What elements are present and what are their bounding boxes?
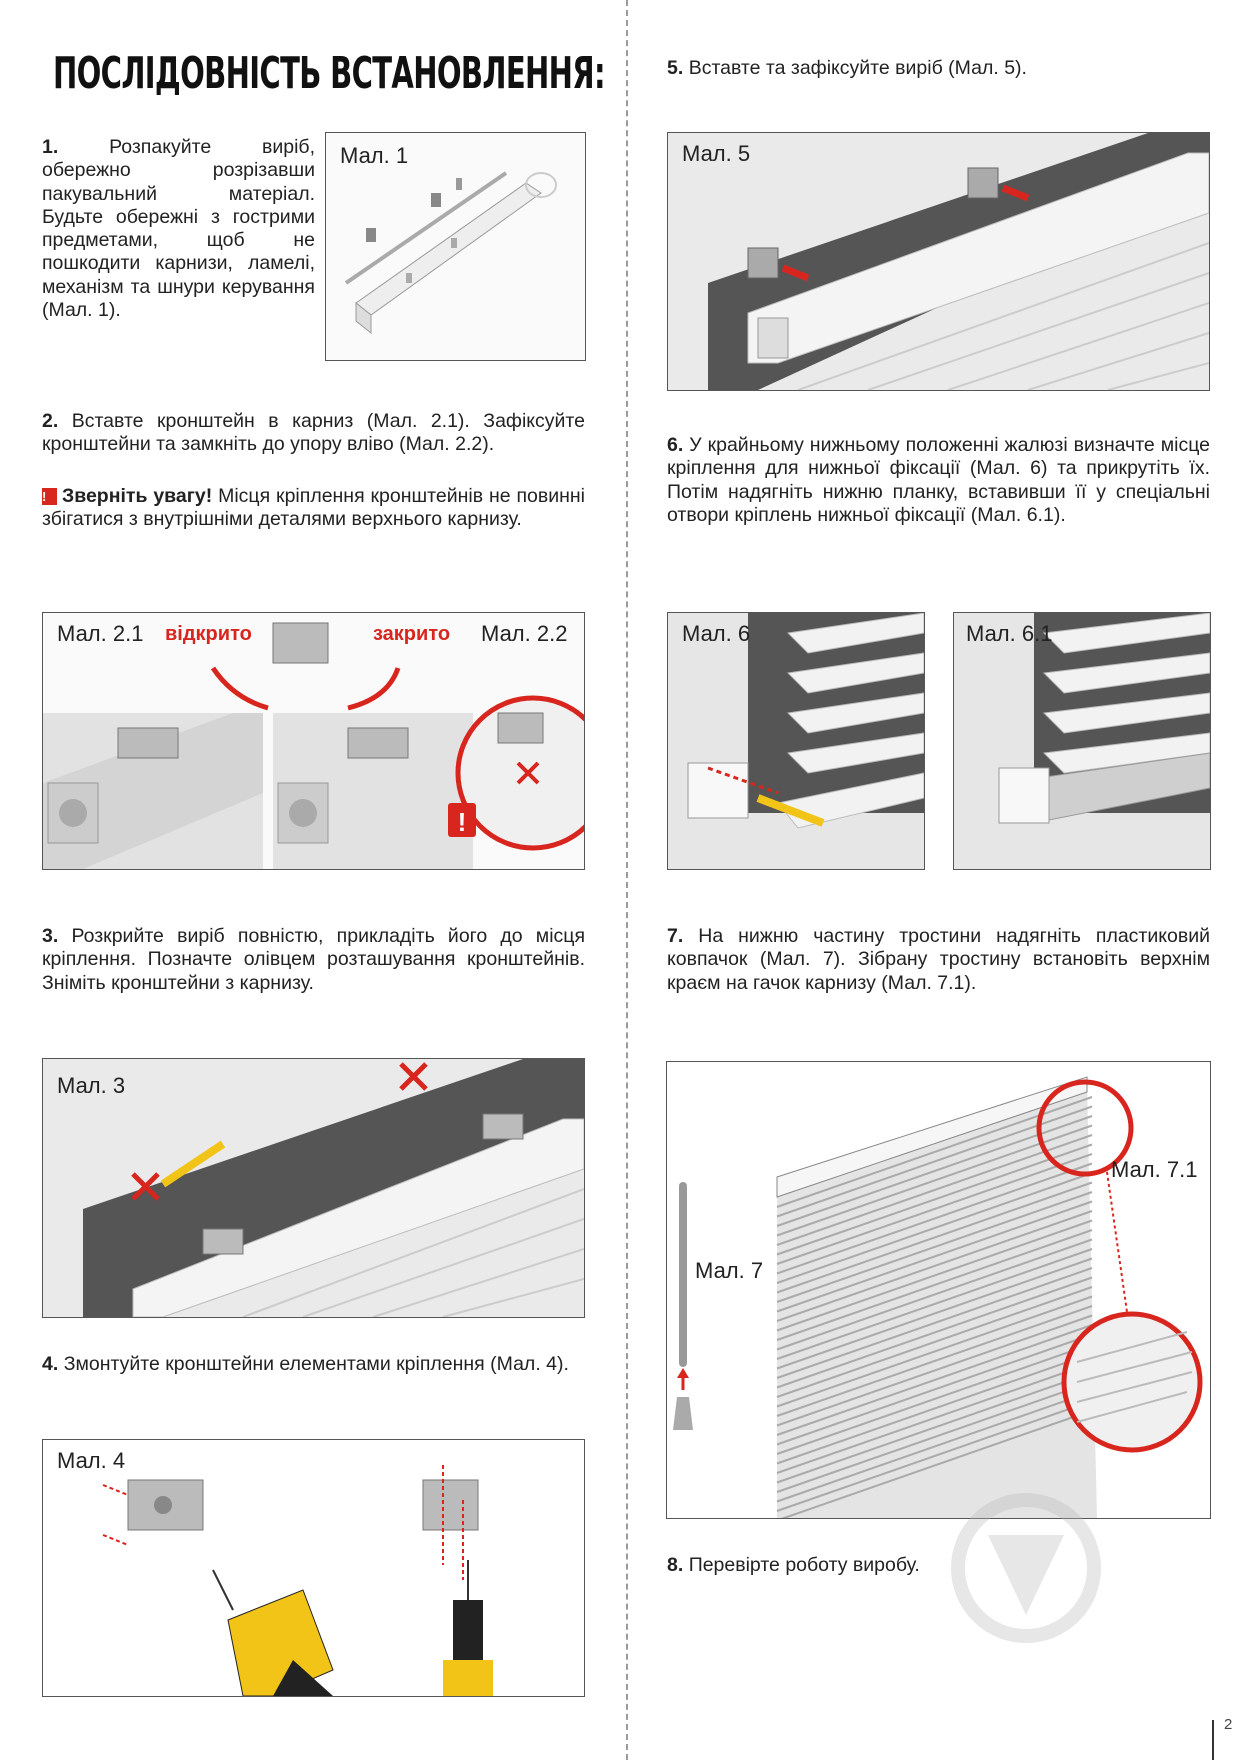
- warning-label: Зверніть увагу!: [62, 485, 213, 507]
- step-number: 2.: [42, 410, 59, 432]
- step-2: [42, 410, 585, 457]
- step-6: [667, 434, 1210, 527]
- state-open-label: відкрито: [165, 623, 252, 645]
- figure-1: [325, 132, 586, 361]
- step-text: Вставте кронштейн в карниз (Мал. 2.1). Зафіксуйте кронштейни та замкніть до упору вліво (Мал. 2.2).: [42, 410, 585, 456]
- figure-label: Мал. 6: [682, 621, 751, 646]
- wand-install-illustration: [667, 1062, 1210, 1518]
- warning-text: Місця кріплення кронштейнів не повинні збігатися з внутрішніми деталями верхнього карнизу.: [42, 485, 585, 531]
- step-text: Перевірте роботу виробу.: [688, 1554, 920, 1576]
- bottom-fix-mark-illustration: [668, 613, 924, 869]
- figure-label: Мал. 7: [695, 1258, 764, 1283]
- step-4: [42, 1353, 585, 1376]
- figure-3: [42, 1058, 585, 1318]
- figure-4: [42, 1439, 585, 1697]
- figure-7: [666, 1061, 1211, 1519]
- figure-label: Мал. 1: [340, 143, 409, 168]
- warning-icon: !: [42, 488, 57, 505]
- page-title: ПОСЛІДОВНІСТЬ ВСТАНОВЛЕННЯ:: [53, 48, 605, 99]
- step-8: [667, 1554, 1210, 1577]
- step-text: У крайньому нижньому положенні жалюзі визначте місце кріплення для нижньої фіксації (Мал. 6) та прикрутіть їх. Потім надягніть нижню планку, вставивши її у спеціальні отвори кріплень нижньої фіксації (Мал. 6.1).: [667, 434, 1211, 526]
- step-text: На нижню частину тростини надягніть пластиковий ковпачок (Мал. 7). Зібрану тростину встановіть верхнім краєм на гачок карнизу (Мал. 7.1).: [667, 925, 1210, 994]
- figure-label: Мал. 5: [682, 141, 751, 166]
- step-number: 3.: [42, 925, 59, 947]
- figure-label: Мал. 7.1: [1111, 1157, 1198, 1182]
- step-number: 8.: [667, 1554, 684, 1576]
- figure-label: Мал. 2.1: [57, 621, 144, 646]
- step-5: [667, 57, 1210, 80]
- figure-5: [667, 132, 1210, 391]
- step-number: 1.: [42, 136, 59, 158]
- figure-label: Мал. 6.1: [966, 621, 1053, 646]
- step-text: Змонтуйте кронштейни елементами кріплення (Мал. 4).: [63, 1353, 569, 1375]
- figure-label: Мал. 2.2: [481, 621, 568, 646]
- step-7: [667, 925, 1210, 995]
- figure-6: [667, 612, 925, 870]
- figure-label: Мал. 4: [57, 1448, 126, 1473]
- step-1: [42, 136, 315, 322]
- column-divider: [626, 0, 628, 1760]
- page-number-rule: [1212, 1720, 1214, 1760]
- step-number: 6.: [667, 434, 684, 456]
- step-3: [42, 925, 585, 995]
- step-number: 5.: [667, 57, 684, 79]
- svg-text:!: !: [457, 807, 467, 837]
- step-2-warning: [42, 485, 585, 532]
- page-number: 2: [1224, 1716, 1233, 1733]
- step-text: Вставте та зафіксуйте виріб (Мал. 5).: [688, 57, 1027, 79]
- drill-mount-illustration: [43, 1440, 584, 1696]
- step-text: Розкрийте виріб повністю, прикладіть його до місця кріплення. Позначте олівцем розташування кронштейнів. Зніміть кронштейни з карнизу.: [42, 925, 586, 994]
- figure-label: Мал. 3: [57, 1073, 126, 1098]
- watermark-logo-icon: [948, 1490, 1104, 1646]
- figure-6-1: [953, 612, 1211, 870]
- state-closed-label: закрито: [373, 623, 451, 645]
- figure-2: [42, 612, 585, 870]
- step-number: 4.: [42, 1353, 59, 1375]
- step-number: 7.: [667, 925, 684, 947]
- bottom-rail-illustration: [954, 613, 1210, 869]
- fix-product-illustration: [668, 133, 1209, 390]
- step-text: Розпакуйте виріб, обережно розрізавши пакувальний матеріал. Будьте обережні з гострими предметами, щоб не пошкодити карнизи, ламелі, механізм та шнури керування (Мал. 1).: [42, 136, 315, 322]
- bracket-insert-illustration: [43, 613, 584, 869]
